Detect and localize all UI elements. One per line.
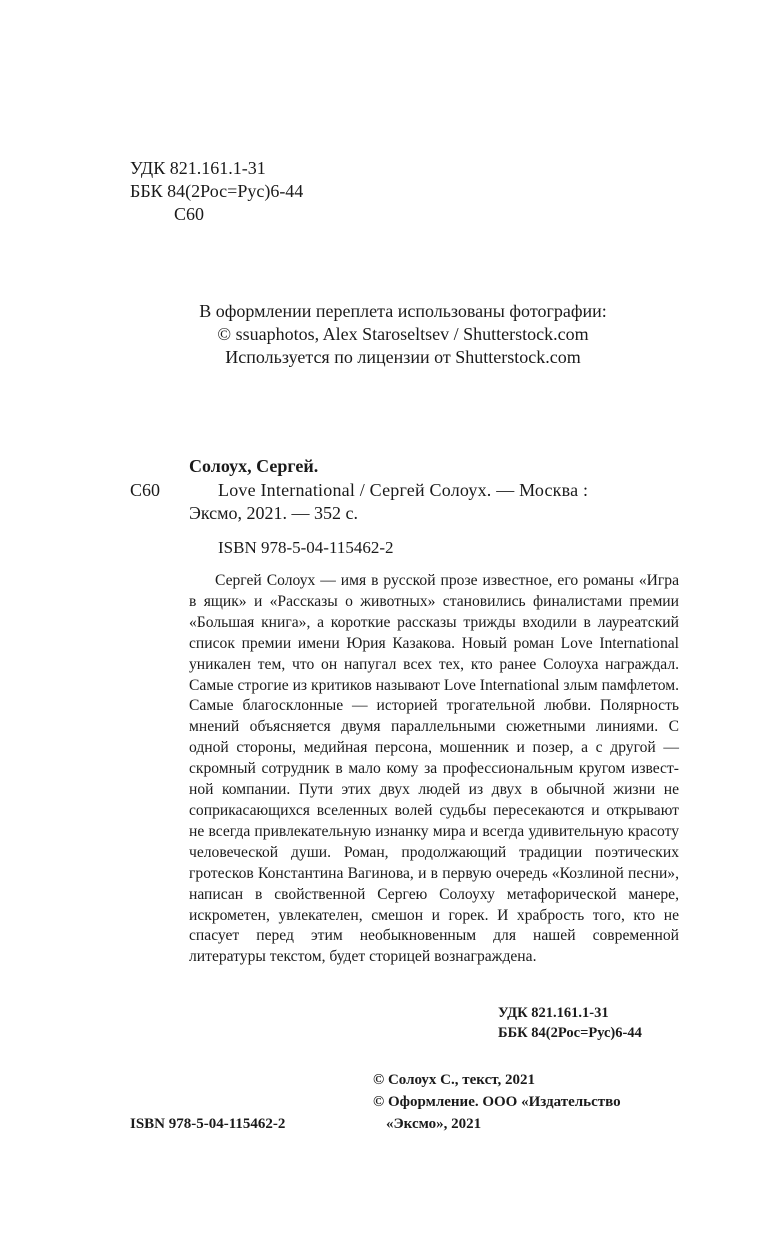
cover-credits-line-3: Используется по лицензии от Shutterstock.com [225,347,581,367]
author-mark-top: С60 [174,204,205,224]
catalog-mark: С60 [130,480,161,500]
cover-credits [130,300,676,369]
catalog-author: Солоух, Сергей. [189,456,319,476]
cover-credits-line-2: © ssuaphotos, Alex Staroseltsev / Shutterstock.com [217,324,589,344]
isbn-bottom: ISBN 978-5-04-115462-2 [130,1116,286,1132]
copyright-design-line-2: «Эксмо», 2021 [386,1116,482,1132]
copyright-text: © Солоух С., текст, 2021 [373,1072,535,1088]
catalog-title-line-1: Love International / Сергей Солоух. — Москва : [218,480,589,500]
bbk-code-annotation: ББК 84(2Рос=Рус)6-44 [498,1025,642,1041]
copyright-design-line-1: © Оформление. ООО «Издательство [373,1094,621,1110]
catalog-isbn: ISBN 978-5-04-115462-2 [218,538,394,557]
annotation-text: Сергей Солоух — имя в русской прозе известное, его романы «Игра в ящик» и «Рассказы о животных» становились финалистами премии «Большая книга», а короткие рассказы трижды входили в лауреатский список премии имени Юрия Казакова. Новый роман Love International уникален тем, что он напугал всех тех, кто ранее Солоуха награждал. Самые строгие из критиков называют Love International злым памфлетом. Самые благосклонные — историей трогательной любви. Полярность мнений объясняется двумя параллельными сюжетными линиями. С одной стороны, медийная персона, мошенник и позер, а с другой — скромный сотрудник в мало кому за профессиональным кругом известной компании. Пути этих двух людей из двух в обычной жизни не соприкасающихся вселенных волей судьбы пересекаются и открывают не всегда привлекательную изнанку мира и всегда удивительную красоту человеческой души. Роман, продолжающий традиции поэтических гротесков Константина Вагинова, и в первую очередь «Козлиной песни», написан в свойственной Сергею Солоуху метафорической манере, искрометен, увлекателен, смешон и горек. И храбрость того, кто не спасует перед этим необыкновенным для нашей современной литературы текстом, будет сторицей вознаграждена. [189,572,679,966]
cover-credits-line-1: В оформлении переплета использованы фотографии: [199,301,607,321]
catalog-title-line-2: Эксмо, 2021. — 352 с. [189,503,359,523]
bbk-code-top: ББК 84(2Рос=Рус)6-44 [130,181,304,201]
udk-code-top: УДК 821.161.1-31 [130,158,266,178]
udk-code-annotation: УДК 821.161.1-31 [498,1005,609,1021]
